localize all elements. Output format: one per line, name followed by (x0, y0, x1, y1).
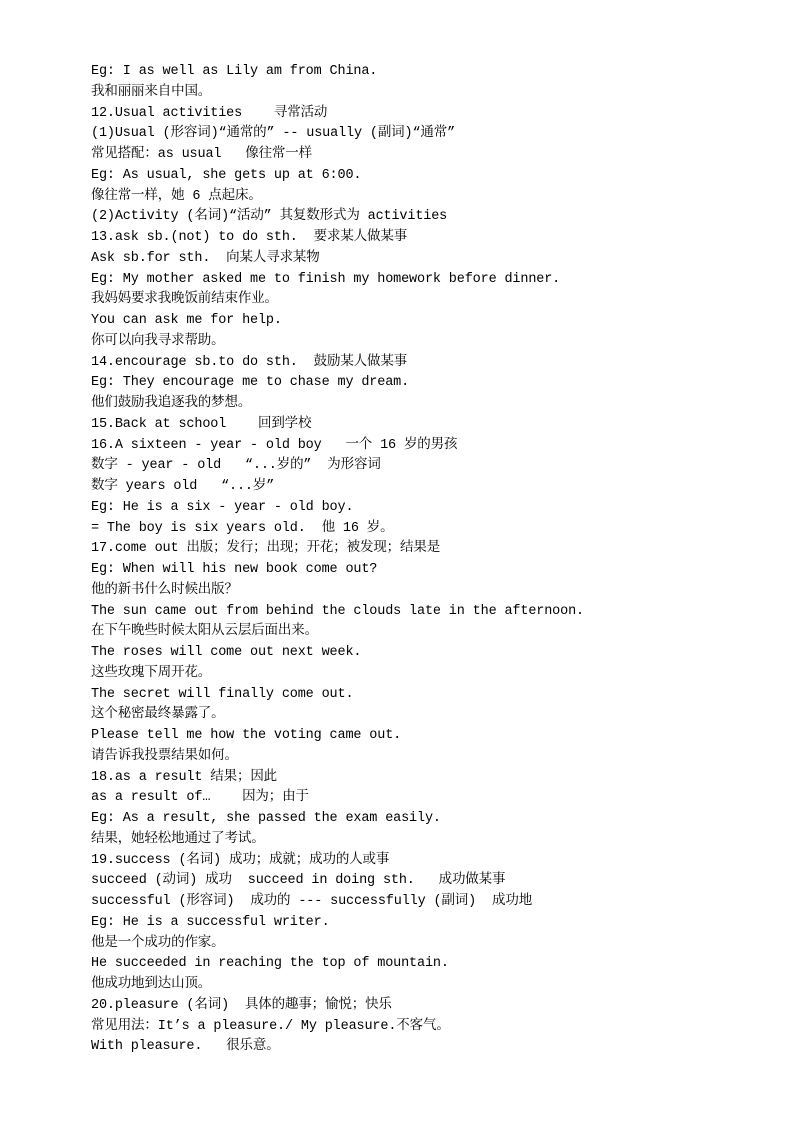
text-line: 结果，她轻松地通过了考试。 (91, 831, 265, 847)
text-line: 13.ask sb.(not) to do sth. 要求某人做某事 (91, 230, 408, 245)
text-line: 他是一个成功的作家。 (91, 935, 225, 951)
text-line: 15.Back at school 回到学校 (91, 416, 312, 432)
text-line: 数字 - year - old “...岁的” 为形容词 (91, 458, 381, 474)
text-line: 17.come out 出版；发行；出现；开花；被发现；结果是 (91, 541, 441, 557)
text-line: 12.Usual activities 寻常活动 (91, 105, 328, 121)
text-line: 16.A sixteen - year - old boy 一个 16 岁的男孩 (91, 437, 458, 453)
text-line: 常见搭配：as usual 像往常一样 (91, 147, 312, 162)
text-line: 你可以向我寻求帮助。 (91, 333, 225, 349)
text-line: 14.encourage sb.to do sth. 鼓励某人做某事 (91, 354, 408, 370)
text-line: Eg: They encourage me to chase my dream. (91, 375, 410, 391)
text-line: The secret will finally come out. (91, 686, 354, 702)
text-line: = The boy is six years old. 他 16 岁。 (91, 520, 394, 536)
text-line: The roses will come out next week. (91, 645, 362, 660)
text-line: 20.pleasure (名词) 具体的趣事；愉悦；快乐 (91, 997, 392, 1013)
text-line: (1)Usual (形容词)“通常的” -- usually (副词)“通常” (91, 126, 456, 142)
text-line: You can ask me for help. (91, 313, 282, 328)
text-line: Eg: I as well as Lily am from China. (91, 64, 378, 79)
text-line: 他们鼓励我追逐我的梦想。 (91, 396, 252, 411)
text-line: 我和丽丽来自中国。 (91, 84, 212, 100)
text-line: 这个秘密最终暴露了。 (91, 707, 225, 723)
text-line: 他的新书什么时候出版？ (91, 582, 238, 598)
text-line: Eg: When will his new book come out? (91, 562, 378, 577)
text-line: 在下午晚些时候太阳从云层后面出来。 (91, 624, 318, 640)
text-line: succeed (动词) 成功 succeed in doing sth. 成功做某事 (91, 873, 506, 889)
text-line: 18.as a result 结果；因此 (91, 769, 278, 785)
text-line: Eg: As usual, she gets up at 6:00. (91, 167, 362, 183)
text-line: 他成功地到达山顶。 (91, 977, 212, 992)
text-line: 像往常一样，她 6 点起床。 (91, 188, 262, 204)
text-line: 请告诉我投票结果如何。 (91, 748, 238, 764)
text-line: 数字 years old “...岁” (91, 479, 275, 494)
text-line: 常见用法：It’s a pleasure./ My pleasure.不客气。 (91, 1018, 450, 1034)
text-line: He succeeded in reaching the top of mountain. (91, 956, 449, 972)
text-line: Please tell me how the voting came out. (91, 728, 402, 743)
document-body (91, 62, 731, 1058)
text-line: as a result of… 因为；由于 (91, 790, 309, 806)
text-line: With pleasure. 很乐意。 (91, 1039, 280, 1055)
text-line: Eg: He is a successful writer. (91, 914, 330, 930)
text-line: successful (形容词) 成功的 --- successfully (副词) 成功地 (91, 894, 533, 909)
text-line: Ask sb.for sth. 向某人寻求某物 (91, 250, 320, 266)
text-line: 19.success (名词) 成功；成就；成功的人或事 (91, 852, 390, 868)
text-line: Eg: He is a six - year - old boy. (91, 499, 354, 515)
text-line: 这些玫瑰下周开花。 (91, 665, 212, 681)
text-line: 我妈妈要求我晚饭前结束作业。 (91, 292, 278, 308)
text-line: The sun came out from behind the clouds late in the afternoon. (91, 603, 584, 619)
text-line: Eg: As a result, she passed the exam easily. (91, 811, 441, 826)
text-line: (2)Activity (名词)“活动” 其复数形式为 activities (91, 209, 448, 225)
text-line: Eg: My mother asked me to finish my homework before dinner. (91, 271, 561, 287)
